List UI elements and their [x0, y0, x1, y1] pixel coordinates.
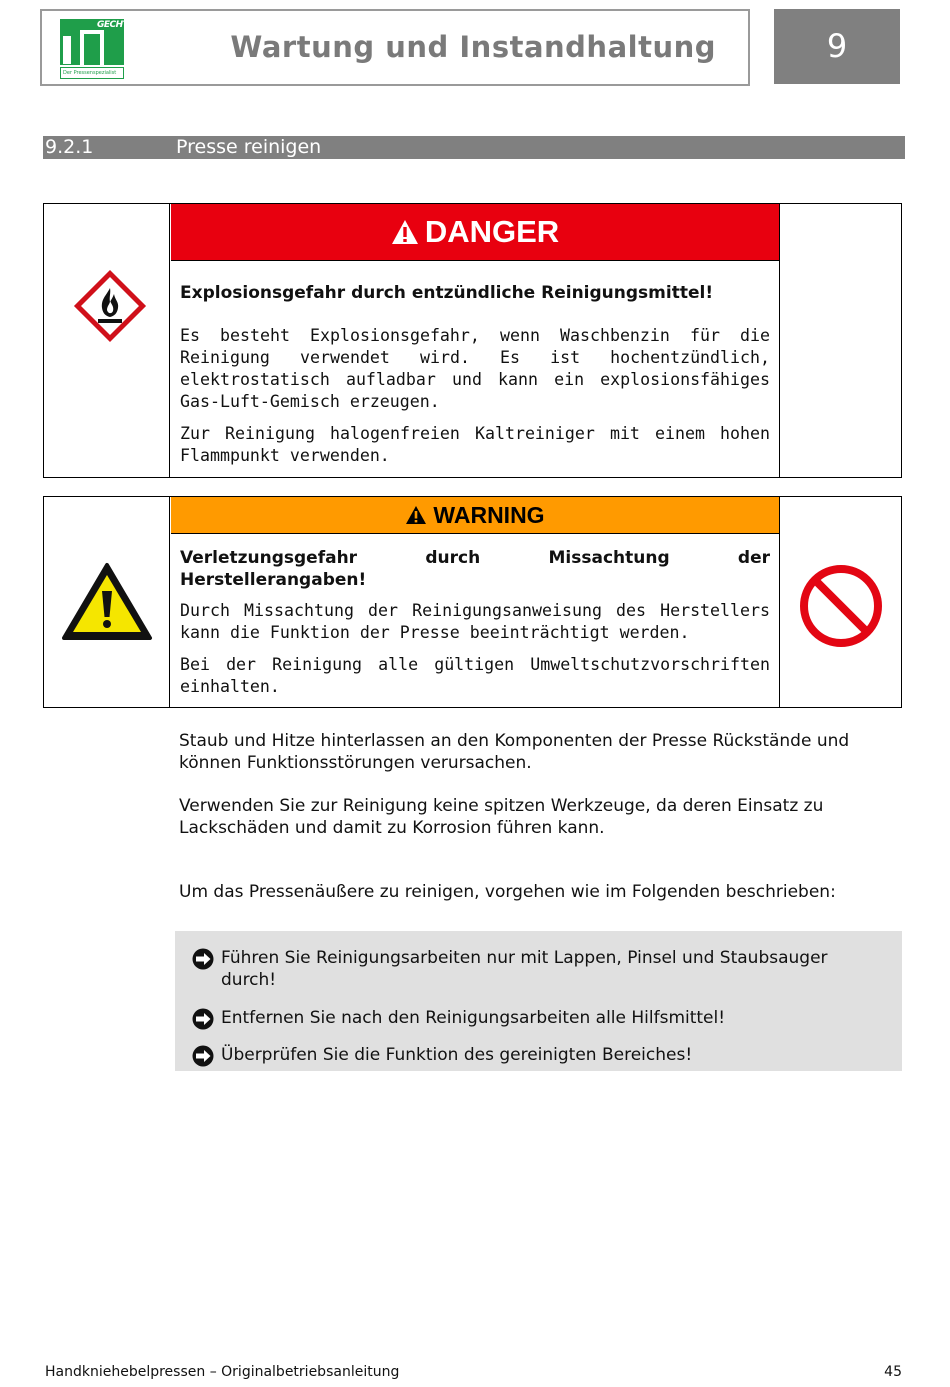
- danger-icon-cell: [44, 204, 170, 477]
- danger-text: [180, 282, 770, 467]
- section-number: 9.2.1: [45, 136, 94, 158]
- warning-heading: Verletzungsgefahr durch Missachtung der Herstellerangaben!: [180, 548, 770, 590]
- danger-label: DANGER: [424, 214, 560, 249]
- section-title: Presse reinigen: [176, 136, 322, 158]
- arrow-circle-icon: [192, 1045, 214, 1067]
- danger-heading: Explosionsgefahr durch entzündliche Reinigungsmittel!: [180, 283, 714, 303]
- warning-banner: [171, 497, 779, 534]
- arrow-circle-icon: [192, 1008, 214, 1030]
- body-paragraph-3: Um das Pressenäußere zu reinigen, vorgehen wie im Folgenden beschrieben:: [179, 882, 836, 902]
- page-header: [40, 9, 750, 86]
- prohibition-icon: [799, 564, 883, 648]
- danger-paragraph-2: Zur Reinigung halogenfreien Kaltreiniger mit einem hohen Flammpunkt verwenden.: [180, 424, 770, 465]
- body-paragraph-2: Verwenden Sie zur Reinigung keine spitzen Werkzeuge, da deren Einsatz zu Lackschäden und damit zu Korrosion führen kann.: [179, 796, 824, 838]
- footer-document-title: Handkniehebelpressen – Originalbetriebsanleitung: [45, 1364, 400, 1380]
- step-text: Führen Sie Reinigungsarbeiten nur mit Lappen, Pinsel und Staubsauger durch!: [221, 948, 828, 990]
- step-text: Überprüfen Sie die Funktion des gereinigten Bereiches!: [221, 1045, 693, 1065]
- logo-text: GECHTER: [97, 20, 141, 30]
- warning-triangle-icon: [405, 505, 427, 525]
- page-number: 45: [884, 1364, 902, 1380]
- warning-paragraph-1: Durch Missachtung der Reinigungsanweisung des Herstellers kann die Funktion der Presse beeinträchtigt werden.: [180, 601, 770, 642]
- section-heading: [43, 136, 905, 159]
- warning-label: WARNING: [433, 501, 545, 528]
- warning-box: [43, 496, 902, 708]
- body-paragraph-1: Staub und Hitze hinterlassen an den Komponenten der Presse Rückstände und können Funktionsstörungen verursachen.: [179, 731, 850, 773]
- danger-right-cell: [779, 204, 901, 477]
- chapter-number: 9: [774, 9, 900, 84]
- warning-triangle-icon: [391, 219, 419, 245]
- danger-paragraph-1: Es besteht Explosionsgefahr, wenn Waschbenzin für die Reinigung verwendet wird. Es ist hochentzündlich, elektrostatisch aufladbar und kann ein explosionsfähiges Gas-Luft-Gemisch erzeugen.: [180, 326, 770, 411]
- logo-subtext: Der Pressenspezialist: [60, 67, 124, 79]
- page-title: Wartung und Instandhaltung: [230, 30, 716, 64]
- instruction-steps: [175, 931, 902, 1071]
- warning-paragraph-2: Bei der Reinigung alle gültigen Umweltschutzvorschriften einhalten.: [180, 655, 770, 696]
- general-warning-icon: [61, 561, 153, 641]
- company-logo: [57, 16, 141, 83]
- danger-banner: [171, 204, 779, 261]
- danger-box: [43, 203, 902, 478]
- flammable-hazard-icon: [70, 266, 150, 346]
- arrow-circle-icon: [192, 948, 214, 970]
- warning-text: [180, 547, 770, 698]
- step-text: Entfernen Sie nach den Reinigungsarbeiten alle Hilfsmittel!: [221, 1008, 726, 1028]
- warning-right-cell: [779, 497, 901, 707]
- warning-icon-cell: [44, 497, 170, 707]
